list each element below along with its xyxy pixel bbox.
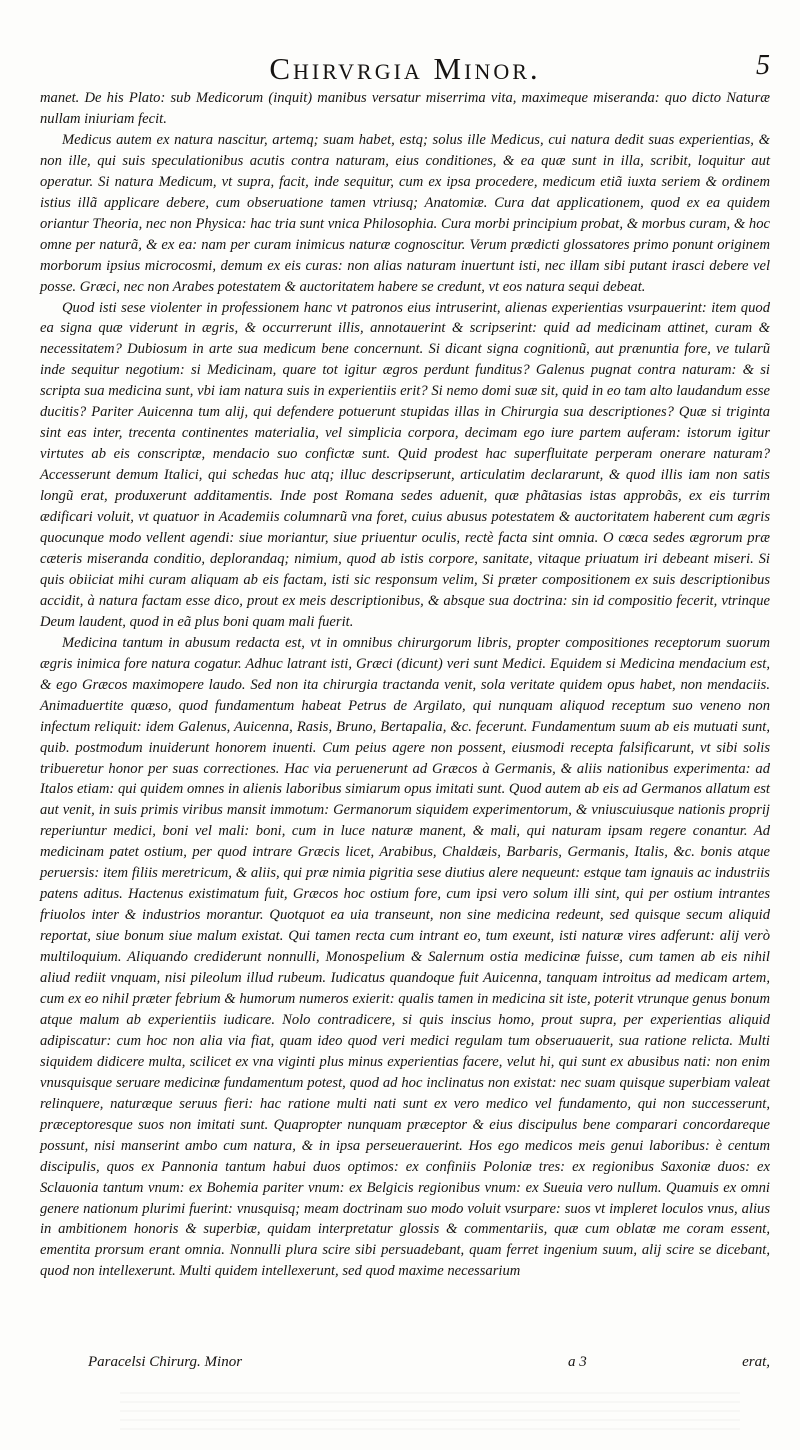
body-text <box>40 88 770 1282</box>
page-footer <box>88 1354 770 1376</box>
catchword: erat, <box>742 1354 770 1370</box>
paragraph: Quod isti sese violenter in professionem hanc vt patronos eius intruserint, alienas experientias vsurpauerint: item quod ea signa quæ viderunt in ægris, & occurrerunt illis, annotauerint & scripserint: quid ad medicinam attinet, curam & necessitatem? Dubiosum in arte sua medicum bene concernunt. Si dicant signa cognitionũ, aut prænuntia fore, ve tularũ inde sequitur negotium: si Medicinam, quare tot igitur ægros perdunt funditus? Galenus pugnat contra naturam: & si scripta sua medicina sunt, vbi iam natura suis in experientiis erit? Si nemo domi suæ sit, quid in eo tam alto laudandum esse ducitis? Pariter Auicenna tum alij, qui defendere potuerunt stupidas illas in Chirurgia sua descriptiones? Quæ si triginta sint eas inter, trecenta continentes materialia, vel simplicia corpora, decimam ego iure partem auferam: istorum igitur virtutes ab eis conscriptæ, mendacio suo confictæ sunt. Quid prodest hac superfluitate perperam onerare naturam? Accesserunt demum Italici, qui schedas huc atq; illuc descripserunt, articulatim declararunt, & quod illis iam non satis longũ erat, produxerunt additamentis. Inde post Romana sedes aduenit, quæ phãtasias istas approbãs, ex eis turrim ædificari voluit, vt quatuor in Academiis columnarũ vna foret, cuius abusus potestatem & auctoritatem haberent cum ægris quocunque modo vellent agendi: siue moriantur, siue priuentur oculis, rectè facta sint omnia. O cœca sedes ægrorum præ cæteris miseranda conditio, deplorandaq; nimium, quod ab istis corpore, sanitate, vitaque priuatum iri debeant miseri. Si quis obiiciat mihi curam aliquam ab eis factam, isti sic responsum velim, Si præter compositionem ex suis descriptionibus accidit, à natura factam esse dico, prout ex meis descriptionibus, & absque sua doctrina: sin id compositio fecerit, vtrinque Deum laudent, quod in eã plus boni quam mali fuerit. <box>40 299 770 630</box>
running-title: Chirvrgia Minor. <box>269 51 541 86</box>
signature-title: Paracelsi Chirurg. Minor <box>88 1354 243 1370</box>
paragraph: manet. De his Plato: sub Medicorum (inquit) manibus versatur miserrima vita, maximeque miseranda: quo dicto Naturæ nullam iniuriam fecit. <box>40 90 770 127</box>
paragraph: Medicina tantum in abusum redacta est, vt in omnibus chirurgorum libris, propter compositiones receptorum suorum ægris inimica fore natura cogatur. Adhuc latrant isti, Græci (dicunt) veri sunt Medici. Equidem si Medicina mendacium est, & ego Græcos maximopere laudo. Sed non ita chirurgia tractanda venit, sola veritate quidem opus habet, non mendaciis. Animaduertite quæso, quod fundamentum habeat Petrus de Argilato, qui nunquam aliquod receptum suo veneno non infectum reliquit: idem Galenus, Auicenna, Rasis, Bruno, Bertapalia, &c. fecerunt. Fundamentum suum ab eis mutuati sunt, quib. postmodum inuiderunt honorem inuenti. Cum peius agere non possent, eiusmodi recepta falsificarunt, vt sibi solis tribueretur honor per suas correctiones. Hac via peruenerunt ad Græcos à Germanis, & aliis nationibus experimenta: ad Italos etiam: qui quidem omnes in alienis laboribus simiarum opus imitati sunt. Quod autem ab eis ad Germanos allatum est aut venit, in suis primis viribus mansit immotum: Germanorum siquidem experimentorum, & vniuscuiusque nationis proprij reperiuntur medici, boni vel mali: boni, cum in luce naturæ manent, & mali, qui naturam ipsam regere conantur. Ad medicinam patet ostium, per quod intrare Græcis licet, Arabibus, Chaldæis, Barbaris, Germanis, Italis, &c. bonis atque peruersis: item filiis meretricum, & aliis, qui præ nimia pigritia sese diutius alere nequeunt: estque tam ignauis ac industriis patens aditus. Hactenus existimatum fuit, Græcos hoc ostium fore, cum ipsi vero solum illi sint, qui per ostium intrantes friuolos inter & industrios morantur. Quotquot ea uia transeunt, non sine medicina redeunt, sed quisque secum aliquid reportat, siue bonum siue malum existat. Qui tamen recta cum intrant eo, tum exeunt, isti naturæ vires adferunt: alij verò multiloquium. Aliquando crediderunt nonnulli, Monospelium & Salernum ostia medicinæ fuisse, cum tamen ab eis nihil aliud rediit vnquam, nisi pileolum illud rubeum. Iudicatus quandoque fuit Auicenna, tanquam introitus ad medicam artem, cum ex eo nihil præter febrium & humorum numeros exierit: qualis tamen in medicina sit iste, poterit vtrunque genus bonum atque malum ab experientiis iudicare. Nolo contradicere, si quis inscius homo, prout supra, per experientias aliquid adipiscatur: cum hoc non alia via fiat, quam ideo quod veri medici regulam tum obseruauerit, sua ratione relicta. Multi siquidem didicere multa, scilicet ex vna viginti plus minus experientias facere, velut hi, qui sunt ex abusibus nati: non enim vnusquisque seruare medicinæ fundamentum potest, quod ad hoc inclinatus non existat: nec suam quisque superbiam valeat relinquere, naturæque seruus fieri: hac ratione multi nati sunt ex vero medico vel fundamento, qui non successerunt, præceptoresque suos non imitati sunt. Quapropter nunquam præceptor & eius discipulus bene comparari concordareque possunt, nisi manserint ambo cum natura, & in ipsa perseuerauerint. Hos ego medicos meis genui laboribus: è centum discipulis, quos ex Pannonia tantum habui duos optimos: ex confiniis Poloniæ tres: ex regionibus Saxoniæ duos: ex Sclauonia tantum vnum: ex Bohemia pariter vnum: ex Belgicis regionibus vnum: ex Sueuia vero nullum. Quamuis ex omni genere nationum plurimi fuerint: vnusquisq; meam doctrinam suo modo voluit vsurpare: suos vt impleret loculos vnus, alius in ambitionem honoris & superbiæ, quidam interpretatur glossis & commentariis, quæ cum oblatæ me coram essent, ementita prorsum erant omnia. Nonnulli plura scire sibi persuadebant, quam ferret ingenium suum, alij scire se dicebant, quod non intellexerunt. Multi quidem intellexerunt, sed quod maxime necessarium <box>40 634 770 1280</box>
paragraph: Medicus autem ex natura nascitur, artemq; suam habet, estq; solus ille Medicus, cui natura dedit suas experientias, & non ille, qui suis speculationibus acutis contra naturam, eius conditiones, & ea quæ sunt in illa, scribit, loquitur aut operatur. Si natura Medicum, vt supra, facit, inde sequitur, cum ex ipsa procedere, medicum etiã iuxta seriem & ordinem istius illã applicare debere, cum obseruatione tamen vtriusq; Anatomiæ. Cura dat applicationem, quod ex ea quidem oriantur Theoria, nec non Physica: hac tria sunt vnica Philosophia. Cura morbi principium probat, & morbus curam, & hoc omne per naturã, & ex ea: nam per curam inimicus naturæ cognoscitur. Verum prædicti glossatores primo ponunt originem morborum ipsius microcosmi, demum ex eis curas: non alias naturam inuertunt isti, nec illam sibi putant irasci debere vel posse. Græci, nec non Arabes potestatem & auctoritatem habere se credunt, vt eos natura sequi debeat. <box>40 131 770 295</box>
signature-mark: a 3 <box>568 1354 587 1370</box>
show-through-texture <box>120 1390 740 1430</box>
page-number: 5 <box>756 50 770 81</box>
page-header <box>40 0 770 92</box>
